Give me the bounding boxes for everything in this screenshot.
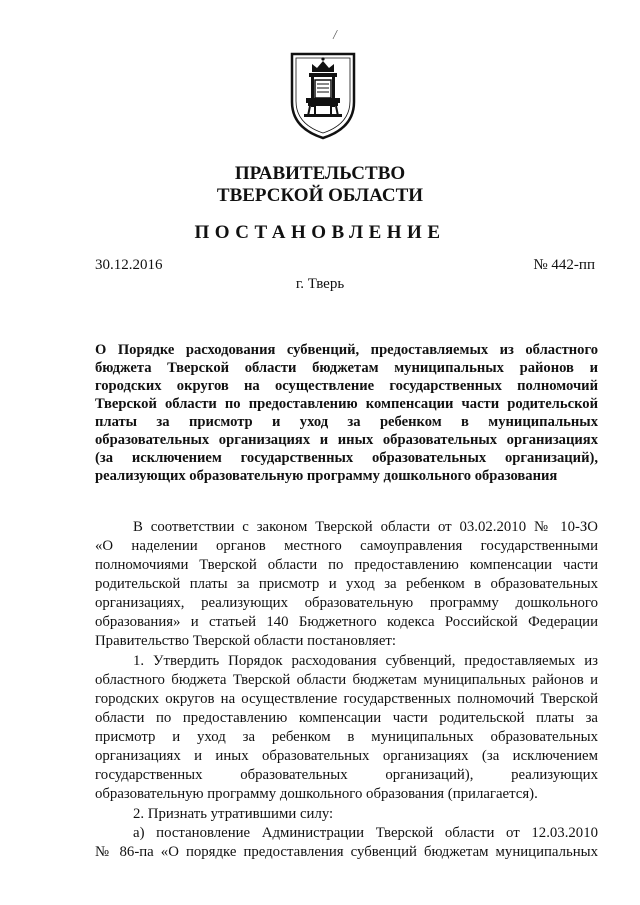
document-date: 30.12.2016 (95, 257, 163, 273)
title-line: бюджета Тверской области бюджетам муниципальных районов и (95, 360, 598, 376)
body-line: 2. Признать утратившими силу: (133, 806, 334, 822)
body-line: образования» и статьей 140 Бюджетного кодекса Российской Федерации (95, 614, 598, 630)
body-line: Правительство Тверской области постановляет: (95, 633, 397, 649)
title-line: платы за присмотр и уход за ребенком в муниципальных (95, 414, 598, 430)
document-city: г. Тверь (295, 276, 345, 292)
org-name-line-2: ТВЕРСКОЙ ОБЛАСТИ (216, 185, 424, 206)
body-line: организациях и иных образовательных организациях (за исключением (95, 748, 598, 764)
title-line: Тверской области по предоставлению компенсации части родительской (95, 396, 598, 412)
body-line: присмотр и уход за ребенком в муниципальных образовательных (95, 729, 598, 745)
body-line: а) постановление Администрации Тверской области от 12.03.2010 (133, 825, 598, 841)
body-line: полномочиями Тверской области по предоставлению компенсации части (95, 557, 598, 573)
body-line: городских округов на осуществление государственных полномочий Тверской (95, 691, 598, 707)
org-name-line-1: ПРАВИТЕЛЬСТВО (234, 163, 406, 184)
body-line: родительской платы за присмотр и уход за ребенком в образовательных (95, 576, 598, 592)
body-line: № 86-па «О порядке предоставления субвенций бюджетам муниципальных (95, 844, 598, 860)
title-line: городских округов на осуществление государственных полномочий (95, 378, 598, 394)
body-line: государственных образовательных организаций), реализующих (95, 767, 598, 783)
document-number: № 442-пп (533, 257, 595, 273)
title-line: реализующих образовательную программу дошкольного образования (95, 468, 558, 484)
body-line: образовательную программу дошкольного образования (прилагается). (95, 786, 538, 802)
body-line: В соответствии с законом Тверской области от 03.02.2010 № 10-ЗО (133, 519, 598, 535)
title-line: (за исключением государственных образовательных организаций), (95, 450, 598, 466)
body-line: 1. Утвердить Порядок расходования субвенций, предоставляемых из (133, 653, 598, 669)
document-type: ПОСТАНОВЛЕНИЕ (194, 222, 446, 243)
body-line: области по предоставлению компенсации части родительской платы за (95, 710, 598, 726)
title-line: О Порядке расходования субвенций, предоставляемых из областного (95, 342, 598, 358)
corner-mark: / (332, 27, 338, 44)
coat-of-arms-icon (288, 50, 358, 140)
body-line: «О наделении органов местного самоуправления государственными (95, 538, 598, 554)
body-line: областного бюджета Тверской области бюджетам муниципальных районов и (95, 672, 598, 688)
body-line: организациях, реализующих образовательную программу дошкольного (95, 595, 598, 611)
title-line: образовательных организациях и иных образовательных организациях (95, 432, 598, 448)
